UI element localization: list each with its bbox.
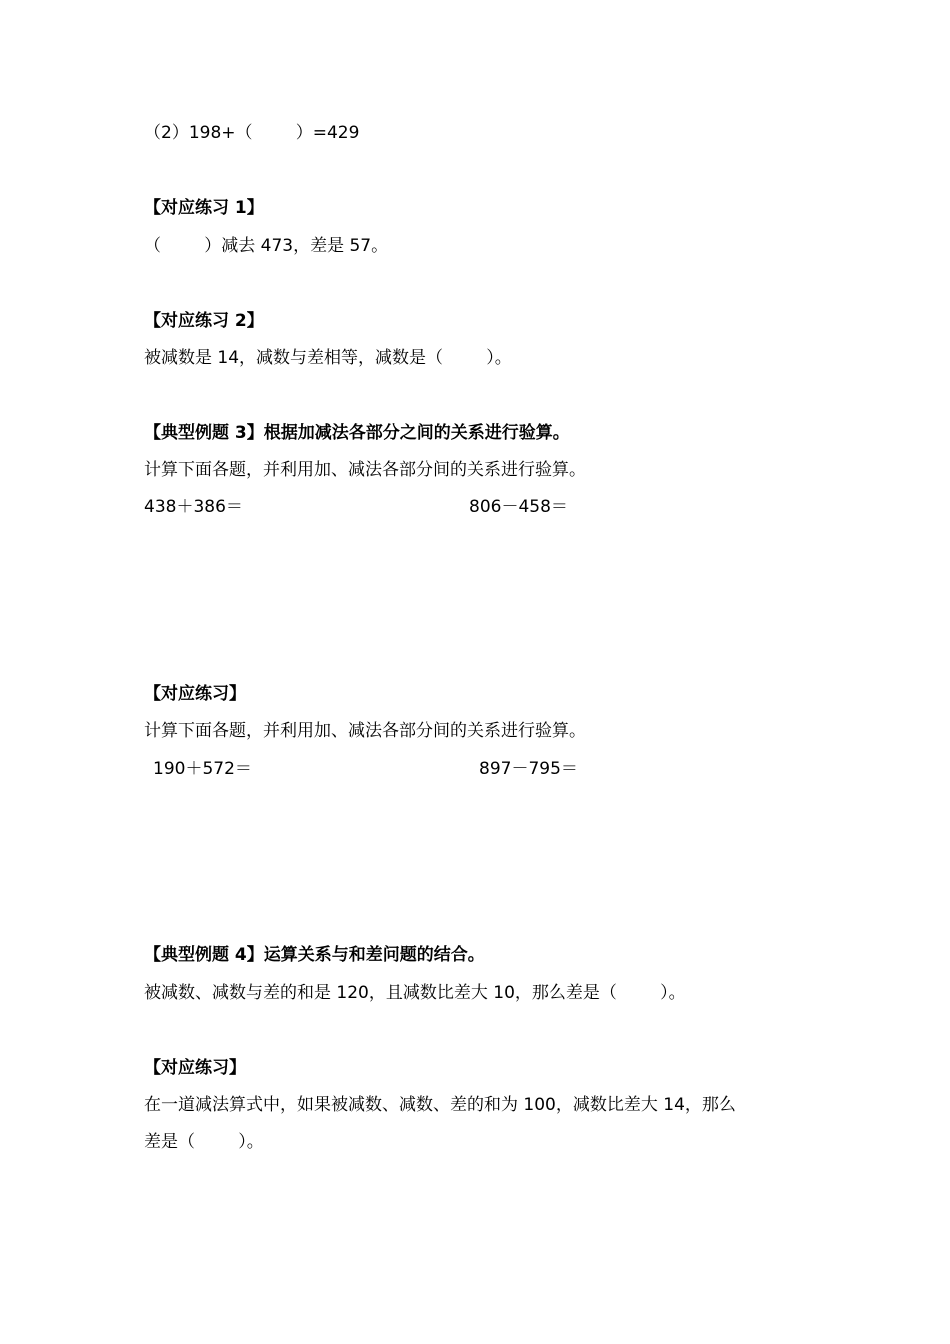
practice-3-calc-1: 190＋572＝ <box>153 759 252 779</box>
example-4-heading: 【典型例题 4】运算关系与和差问题的结合。 <box>144 945 485 965</box>
problem-2-equation: （2）198+（ ）=429 <box>144 123 360 143</box>
example-4-question: 被减数、减数与差的和是 120，且减数比差大 10，那么差是（ ）。 <box>144 983 686 1003</box>
practice-2-heading: 【对应练习 2】 <box>144 311 264 331</box>
practice-4-question-line-2: 差是（ ）。 <box>144 1132 264 1152</box>
practice-3-calc-2: 897－795＝ <box>479 759 578 779</box>
practice-4-heading: 【对应练习】 <box>144 1058 246 1078</box>
practice-3-instruction: 计算下面各题，并利用加、减法各部分间的关系进行验算。 <box>144 721 586 741</box>
practice-2-question: 被减数是 14，减数与差相等，减数是（ ）。 <box>144 348 512 368</box>
example-3-instruction: 计算下面各题，并利用加、减法各部分间的关系进行验算。 <box>144 460 586 480</box>
practice-3-heading: 【对应练习】 <box>144 684 246 704</box>
example-3-calc-1: 438＋386＝ <box>144 497 243 517</box>
example-3-heading: 【典型例题 3】根据加减法各部分之间的关系进行验算。 <box>144 423 570 443</box>
practice-1-question: （ ）减去 473，差是 57。 <box>144 236 389 256</box>
example-3-calc-2: 806－458＝ <box>469 497 568 517</box>
practice-4-question-line-1: 在一道减法算式中，如果被减数、减数、差的和为 100，减数比差大 14，那么 <box>144 1095 736 1115</box>
practice-1-heading: 【对应练习 1】 <box>144 198 264 218</box>
